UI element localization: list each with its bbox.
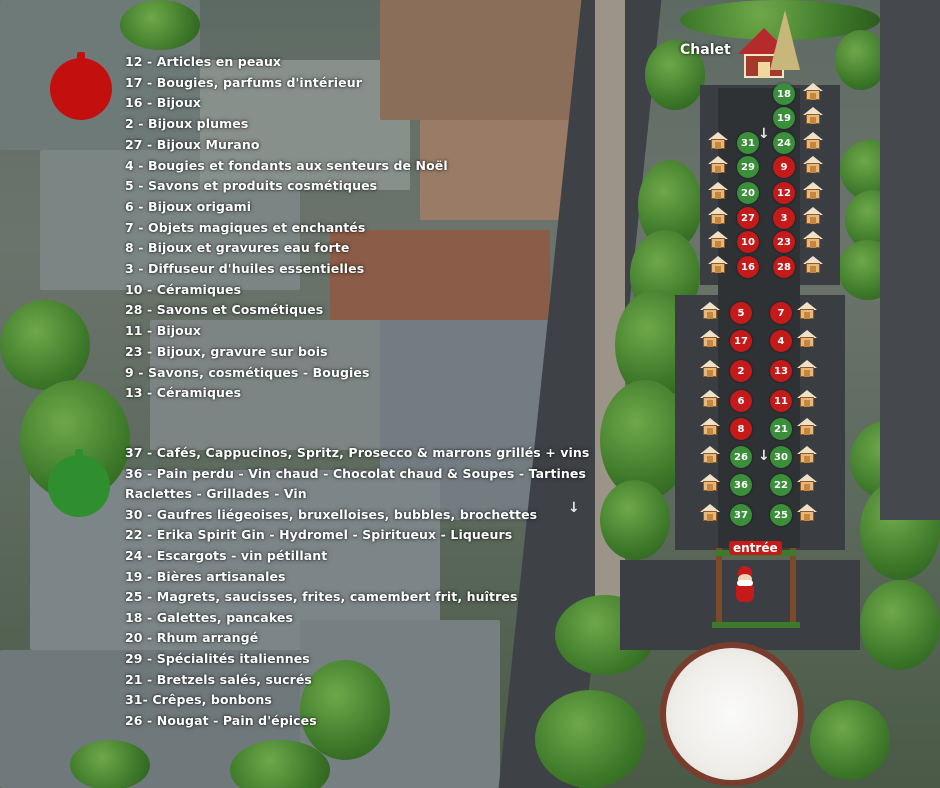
stall-hut-icon	[803, 156, 823, 173]
stall-marker: 18	[773, 83, 795, 105]
stall-hut-icon	[803, 132, 823, 149]
stall-hut-icon	[708, 182, 728, 199]
christmas-tree-icon	[770, 10, 800, 70]
stall-marker: 20	[737, 182, 759, 204]
stall-hut-icon	[708, 231, 728, 248]
stall-marker: 27	[737, 207, 759, 229]
legend-entry: 28 - Savons et Cosmétiques	[125, 302, 324, 318]
direction-arrow: ↓	[758, 448, 770, 464]
stall-marker: 8	[730, 418, 752, 440]
legend-entry: 3 - Diffuseur d'huiles essentielles	[125, 261, 365, 276]
tree	[300, 660, 390, 760]
stall-hut-icon	[797, 390, 817, 407]
stall-marker: 5	[730, 302, 752, 324]
legend-entry: 29 - Spécialités italiennes	[125, 651, 310, 666]
stall-hut-icon	[700, 418, 720, 435]
stall-marker: 31	[737, 132, 759, 154]
legend-entry: 22 - Erika Spirit Gin - Hydromel - Spiritueux - Liqueurs	[125, 527, 513, 543]
tree	[0, 300, 90, 390]
legend-entry: 23 - Bijoux, gravure sur bois	[125, 343, 328, 359]
stall-hut-icon	[700, 360, 720, 377]
stall-hut-icon	[797, 474, 817, 491]
stall-marker: 23	[773, 231, 795, 253]
stall-hut-icon	[797, 418, 817, 435]
tree	[70, 740, 150, 788]
stall-marker: 21	[770, 418, 792, 440]
stall-hut-icon	[797, 330, 817, 347]
stall-marker: 7	[770, 302, 792, 324]
building	[380, 0, 590, 120]
stall-hut-icon	[803, 182, 823, 199]
stall-marker: 26	[730, 446, 752, 468]
legend-entry: 11 - Bijoux	[125, 323, 202, 339]
stall-hut-icon	[708, 156, 728, 173]
stall-marker: 16	[737, 256, 759, 278]
legend-entry: 2 - Bijoux plumes	[125, 116, 249, 132]
stall-marker: 22	[770, 474, 792, 496]
stall-marker: 11	[770, 390, 792, 412]
stall-hut-icon	[700, 330, 720, 347]
legend-entry: 25 - Magrets, saucisses, frites, camembert frit, huîtres	[125, 589, 518, 605]
legend-entry: 37 - Cafés, Cappucinos, Spritz, Prosecco & marrons grillés + vins	[125, 445, 590, 460]
carousel	[666, 648, 798, 780]
stall-hut-icon	[803, 231, 823, 248]
stall-marker: 13	[770, 360, 792, 382]
legend-entry: 20 - Rhum arrangé	[125, 630, 259, 646]
stall-marker: 9	[773, 156, 795, 178]
stall-marker: 28	[773, 256, 795, 278]
stall-hut-icon	[708, 207, 728, 224]
stall-hut-icon	[797, 504, 817, 521]
stall-marker: 4	[770, 330, 792, 352]
tree	[860, 580, 940, 670]
legend-entry: Raclettes - Grillades - Vin	[125, 486, 307, 502]
stall-hut-icon	[700, 446, 720, 463]
stall-marker: 3	[773, 207, 795, 229]
legend-entry: 17 - Bougies, parfums d'intérieur	[125, 74, 362, 90]
legend-entry: 5 - Savons et produits cosmétiques	[125, 178, 378, 194]
legend-entry: 8 - Bijoux et gravures eau forte	[125, 240, 350, 256]
stall-hut-icon	[803, 207, 823, 224]
stall-marker: 17	[730, 330, 752, 352]
tree	[600, 480, 670, 560]
santa-icon	[732, 566, 758, 606]
stall-hut-icon	[700, 302, 720, 319]
red-ornament-icon	[50, 58, 112, 120]
stall-marker: 37	[730, 504, 752, 526]
stall-hut-icon	[700, 504, 720, 521]
stall-hut-icon	[708, 132, 728, 149]
chalet-label: Chalet	[680, 42, 731, 58]
legend-entry: 19 - Bières artisanales	[125, 568, 286, 584]
stall-marker: 36	[730, 474, 752, 496]
direction-arrow: ↓	[758, 126, 770, 142]
legend-entry: 7 - Objets magiques et enchantés	[125, 219, 366, 235]
legend-entry: 27 - Bijoux Murano	[125, 136, 260, 152]
stall-hut-icon	[700, 474, 720, 491]
legend-entry: 26 - Nougat - Pain d'épices	[125, 712, 317, 728]
stall-hut-icon	[803, 256, 823, 273]
stall-marker: 25	[770, 504, 792, 526]
stall-marker: 2	[730, 360, 752, 382]
stall-marker: 6	[730, 390, 752, 412]
legend-entry: 30 - Gaufres liégeoises, bruxelloises, bubbles, brochettes	[125, 506, 538, 522]
green-ornament-icon	[48, 455, 110, 517]
stall-hut-icon	[803, 83, 823, 100]
entrance-label: entrée	[729, 541, 782, 555]
legend-entry: 4 - Bougies et fondants aux senteurs de Noël	[125, 157, 448, 173]
stall-hut-icon	[797, 360, 817, 377]
legend-entry: 12 - Articles en peaux	[125, 54, 282, 69]
stall-hut-icon	[700, 390, 720, 407]
legend-entry: 21 - Bretzels salés, sucrés	[125, 671, 312, 687]
legend-entry: 18 - Galettes, pancakes	[125, 609, 294, 625]
tree	[810, 700, 890, 780]
legend-entry: 13 - Céramiques	[125, 385, 242, 401]
stall-marker: 30	[770, 446, 792, 468]
legend-entry: 10 - Céramiques	[125, 281, 242, 297]
legend-entry: 6 - Bijoux origami	[125, 198, 252, 214]
stall-hut-icon	[708, 256, 728, 273]
tree	[120, 0, 200, 50]
legend-entry: 24 - Escargots - vin pétillant	[125, 548, 328, 563]
street	[880, 0, 940, 520]
stall-hut-icon	[797, 446, 817, 463]
stall-marker: 10	[737, 231, 759, 253]
legend-entry: 31- Crêpes, bonbons	[125, 692, 272, 708]
stall-marker: 29	[737, 156, 759, 178]
tree	[535, 690, 645, 788]
stall-marker: 19	[773, 107, 795, 129]
legend-entry: 36 - Pain perdu - Vin chaud - Chocolat chaud & Soupes - Tartines	[125, 465, 587, 481]
legend-entry: 9 - Savons, cosmétiques - Bougies	[125, 364, 370, 380]
stall-hut-icon	[797, 302, 817, 319]
direction-arrow: ↓	[568, 500, 580, 516]
stall-hut-icon	[803, 107, 823, 124]
stall-marker: 12	[773, 182, 795, 204]
legend-entry: 16 - Bijoux	[125, 95, 202, 111]
stall-marker: 24	[773, 132, 795, 154]
